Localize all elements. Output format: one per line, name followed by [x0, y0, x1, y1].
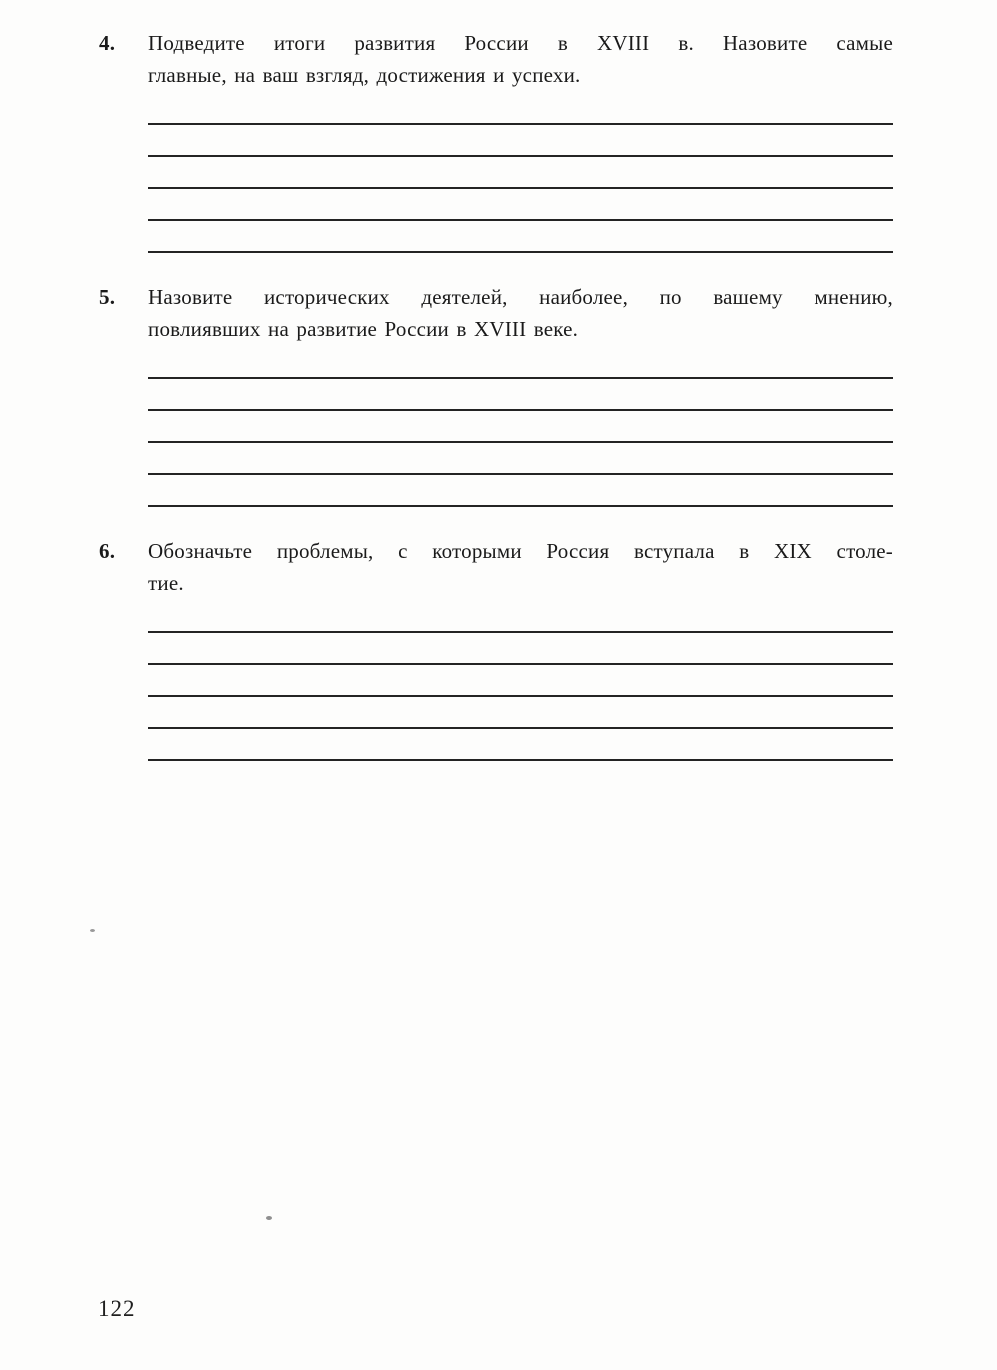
answer-lines	[148, 347, 893, 507]
question-text-line: Назовите исторических деятелей, наиболее, по вашему мнению,	[148, 285, 893, 309]
question-block	[0, 535, 997, 761]
answer-blank-line	[148, 221, 893, 253]
answer-blank-line	[148, 125, 893, 157]
answer-blank-line	[148, 93, 893, 125]
question-text-line: Подведите итоги развития России в XVIII в. Назовите самые	[148, 31, 893, 55]
answer-blank-line	[148, 411, 893, 443]
scan-speck	[90, 929, 95, 932]
answer-blank-line	[148, 697, 893, 729]
question-head	[0, 535, 997, 599]
question-text-line: главные, на ваш взгляд, достижения и успехи.	[148, 63, 581, 87]
answer-lines	[148, 601, 893, 761]
answer-blank-line	[148, 633, 893, 665]
answer-blank-line	[148, 189, 893, 221]
question-number: 4.	[99, 31, 116, 55]
answer-blank-line	[148, 443, 893, 475]
question-block	[0, 27, 997, 253]
answer-blank-line	[148, 157, 893, 189]
question-text	[148, 27, 893, 91]
question-text-line: Обозначьте проблемы, с которыми Россия вступала в XIX столе-	[148, 539, 893, 563]
question-text-line: тие.	[148, 571, 184, 595]
questions	[0, 27, 997, 761]
answer-blank-line	[148, 347, 893, 379]
question-text-line: повлиявших на развитие России в XVIII веке.	[148, 317, 579, 341]
answer-lines	[148, 93, 893, 253]
question-number: 6.	[99, 539, 116, 563]
scan-speck	[266, 1216, 272, 1220]
question-head	[0, 281, 997, 345]
answer-blank-line	[148, 601, 893, 633]
question-text	[148, 281, 893, 345]
question-number: 5.	[99, 285, 116, 309]
answer-blank-line	[148, 475, 893, 507]
answer-blank-line	[148, 729, 893, 761]
question-block	[0, 281, 997, 507]
answer-blank-line	[148, 379, 893, 411]
answer-blank-line	[148, 665, 893, 697]
question-head	[0, 27, 997, 91]
page-number: 122	[98, 1296, 136, 1321]
question-text	[148, 535, 893, 599]
